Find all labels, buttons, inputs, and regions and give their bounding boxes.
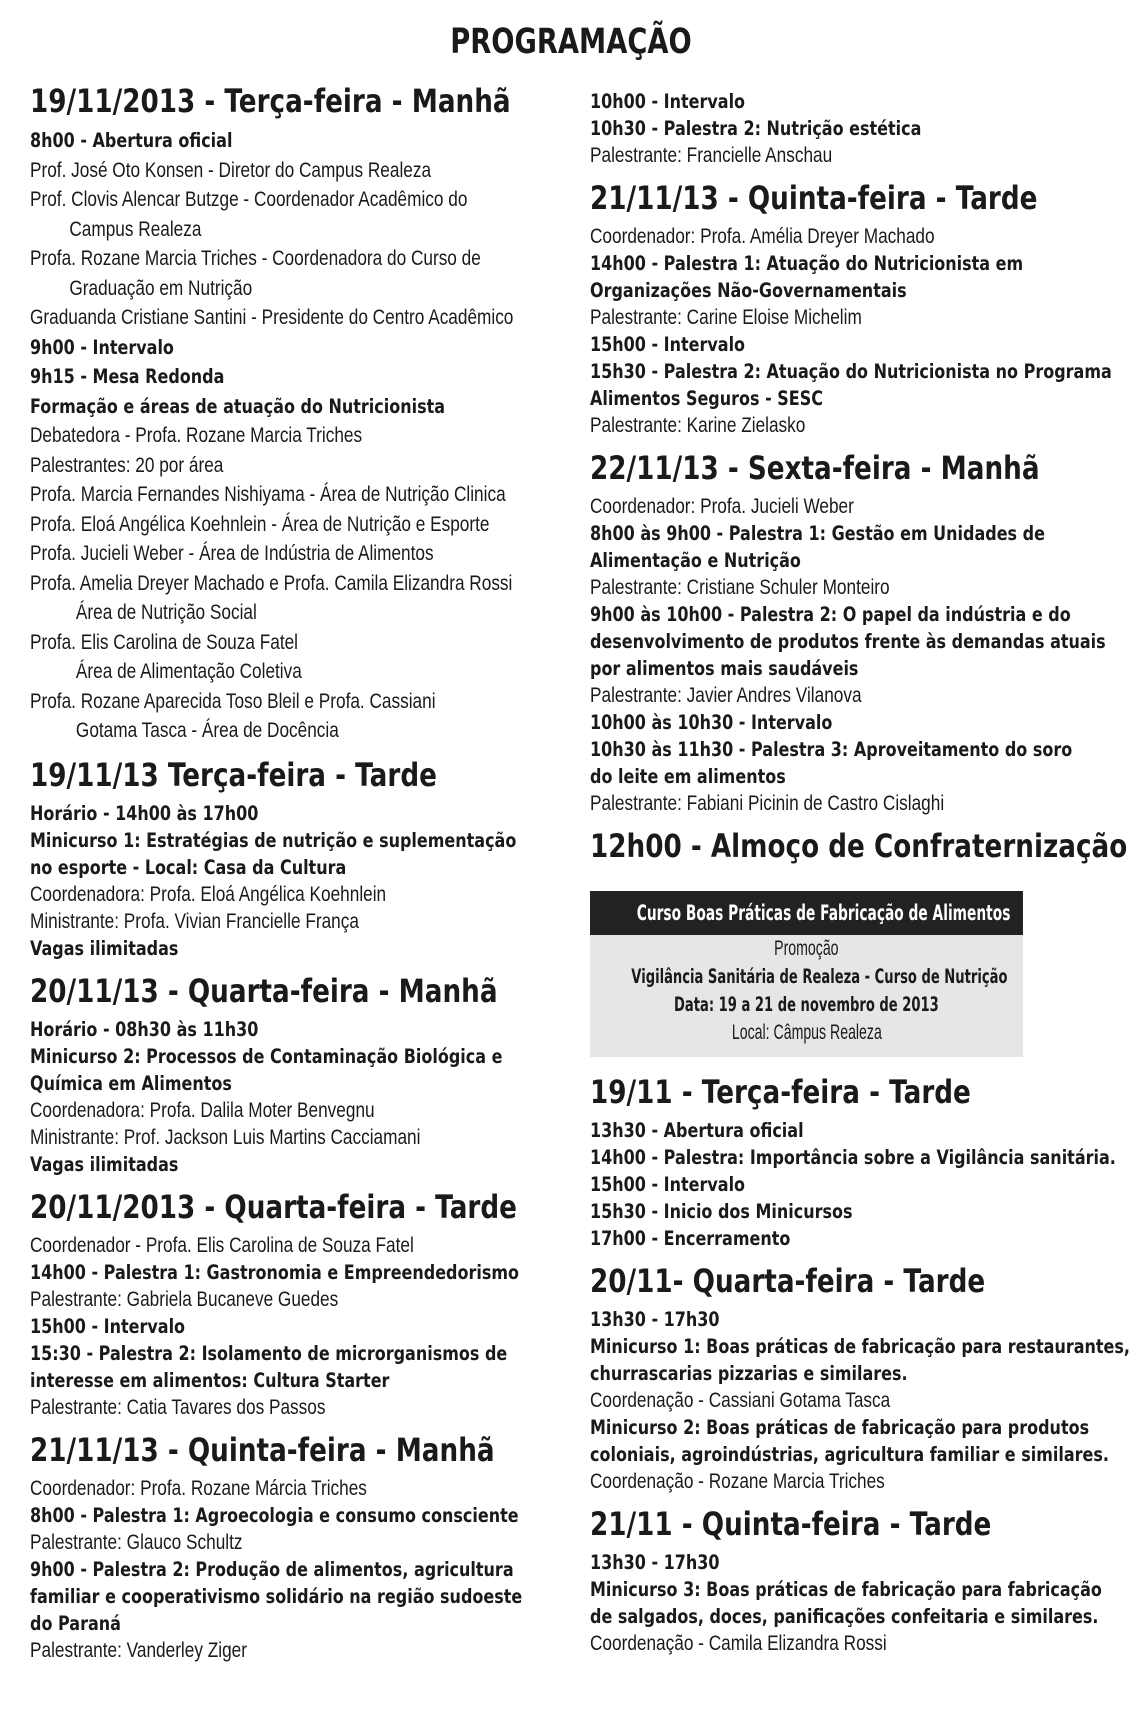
left-column-content (30, 82, 570, 1674)
schedule-detail: Profa. Eloá Angélica Koehnlein - Área de Nutrição e Esporte (30, 512, 490, 536)
section-gap (30, 1178, 570, 1188)
schedule-detail: Coordenador - Profa. Elis Carolina de Souza Fatel (30, 1233, 414, 1257)
schedule-detail: Coordenação - Cassiani Gotama Tasca (590, 1389, 891, 1412)
schedule-section (30, 756, 570, 962)
schedule-detail: Palestrantes: 20 por área (30, 453, 224, 477)
section-heading: 20/11/13 - Quarta-feira - Manhã (30, 971, 498, 1010)
section-gap (590, 439, 1120, 449)
schedule-section (30, 82, 570, 746)
schedule-detail: Palestrante: Glauco Schultz (30, 1530, 243, 1554)
schedule-item: 15h30 - Palestra 2: Atuação do Nutricionista no Programa (590, 360, 1112, 383)
schedule-detail: Palestrante: Catia Tavares dos Passos (30, 1395, 326, 1419)
schedule-item: Alimentos Seguros - SESC (590, 387, 823, 410)
schedule-detail: Graduanda Cristiane Santini - Presidente do Centro Acadêmico (30, 306, 514, 329)
schedule-item: Minicurso 3: Boas práticas de fabricação para fabricação (590, 1578, 1102, 1601)
promo-place-text: Local: Câmpus Realeza (731, 1021, 882, 1044)
schedule-detail: Palestrante: Fabiani Picinin de Castro Cislaghi (590, 792, 945, 815)
schedule-section (590, 88, 1120, 169)
schedule-item: Minicurso 1: Estratégias de nutrição e suplementação (30, 828, 517, 852)
schedule-detail: Ministrante: Prof. Jackson Luis Martins Cacciamani (30, 1125, 421, 1149)
schedule-item: familiar e cooperativismo solidário na região sudoeste (30, 1584, 523, 1608)
schedule-section (30, 1188, 570, 1421)
schedule-item: coloniais, agroindústrias, agricultura familiar e similares. (590, 1443, 1109, 1466)
schedule-item: Minicurso 2: Boas práticas de fabricação para produtos (590, 1416, 1090, 1439)
section-gap (590, 1657, 1120, 1667)
section-gap (590, 169, 1120, 179)
schedule-detail: Palestrante: Francielle Anschau (590, 144, 833, 167)
promo-place (590, 1019, 1023, 1047)
promo-date (590, 991, 1023, 1019)
schedule-section (590, 449, 1120, 817)
schedule-item: Formação e áreas de atuação do Nutricionista (30, 394, 446, 418)
schedule-item: Minicurso 2: Processos de Contaminação Biológica e (30, 1044, 503, 1068)
schedule-detail: Coordenadora: Profa. Dalila Moter Benvegnu (30, 1098, 375, 1122)
schedule-item: 13h30 - 17h30 (590, 1551, 720, 1574)
schedule-detail: Profa. Elis Carolina de Souza Fatel (30, 630, 299, 654)
schedule-detail: Debatedora - Profa. Rozane Marcia Triches (30, 424, 363, 447)
schedule-detail: Gotama Tasca - Área de Docência (75, 719, 339, 742)
section-heading: 12h00 - Almoço de Confraternização (590, 827, 1128, 865)
schedule-detail: Profa. Jucieli Weber - Área de Indústria de Alimentos (30, 542, 434, 565)
section-heading: 21/11/13 - Quinta-feira - Tarde (590, 179, 1038, 217)
schedule-item: 15h00 - Intervalo (590, 333, 746, 356)
schedule-detail: Área de Alimentação Coletiva (75, 660, 302, 683)
schedule-detail: Área de Nutrição Social (75, 601, 257, 624)
section-gap (590, 1252, 1120, 1262)
schedule-item: de salgados, doces, panificações confeitaria e similares. (590, 1605, 1099, 1628)
schedule-detail: Palestrante: Javier Andres Vilanova (590, 684, 862, 707)
schedule-section (30, 1431, 570, 1664)
schedule-section (590, 827, 1128, 865)
schedule-item: 15h30 - Inicio dos Minicursos (590, 1200, 853, 1223)
schedule-detail: Profa. Amelia Dreyer Machado e Profa. Camila Elizandra Rossi (30, 571, 513, 595)
schedule-item: Vagas ilimitadas (30, 936, 179, 960)
schedule-item: 13h30 - Abertura oficial (590, 1119, 804, 1142)
schedule-item: 15:30 - Palestra 2: Isolamento de microrganismos de (30, 1341, 508, 1365)
section-gap (30, 1664, 570, 1674)
schedule-item: 9h00 - Intervalo (30, 335, 174, 359)
schedule-item: Minicurso 1: Boas práticas de fabricação para restaurantes, (590, 1335, 1131, 1358)
promo-box (590, 891, 1023, 1057)
schedule-detail: Palestrante: Cristiane Schuler Monteiro (590, 576, 890, 599)
schedule-detail: Palestrante: Karine Zielasko (590, 414, 806, 437)
promo-header (590, 891, 1023, 935)
schedule-detail: Graduação em Nutrição (69, 276, 253, 300)
schedule-detail: Prof. Clovis Alencar Butzge - Coordenador Acadêmico do (30, 188, 468, 211)
schedule-item: 9h00 - Palestra 2: Produção de alimentos, agricultura (30, 1557, 514, 1581)
section-heading: 21/11/13 - Quinta-feira - Manhã (30, 1430, 495, 1469)
schedule-item: Alimentação e Nutrição (590, 549, 801, 572)
promo-label-text: Promoção (774, 937, 839, 960)
schedule-detail: Profa. Rozane Aparecida Toso Bleil e Profa. Cassiani (30, 689, 436, 713)
section-heading: 22/11/13 - Sexta-feira - Manhã (590, 449, 1040, 487)
promo-org-text: Vigilância Sanitária de Realeza - Curso de Nutrição (631, 965, 1008, 988)
schedule-detail: Coordenadora: Profa. Eloá Angélica Koehnlein (30, 882, 387, 906)
schedule-item: 8h00 - Abertura oficial (30, 129, 233, 152)
schedule-detail: Coordenação - Camila Elizandra Rossi (590, 1632, 887, 1655)
schedule-item: do Paraná (30, 1611, 121, 1635)
schedule-item: churrascarias pizzarias e similares. (590, 1362, 908, 1385)
schedule-detail: Coordenação - Rozane Marcia Triches (590, 1470, 885, 1493)
schedule-item: 8h00 às 9h00 - Palestra 1: Gestão em Unidades de (590, 522, 1045, 545)
schedule-item: 8h00 - Palestra 1: Agroecologia e consumo consciente (30, 1503, 519, 1527)
schedule-item: 17h00 - Encerramento (590, 1227, 791, 1250)
schedule-item: Vagas ilimitadas (30, 1152, 179, 1176)
section-gap (30, 746, 570, 756)
section-heading: 20/11- Quarta-feira - Tarde (590, 1262, 986, 1300)
schedule-detail: Palestrante: Carine Eloise Michelim (590, 306, 862, 329)
schedule-item: 15h00 - Intervalo (30, 1314, 186, 1338)
schedule-item: 9h00 às 10h00 - Palestra 2: O papel da indústria e do (590, 603, 1071, 626)
schedule-detail: Prof. José Oto Konsen - Diretor do Campus Realeza (30, 158, 432, 182)
section-gap (590, 871, 1120, 881)
schedule-detail: Coordenador: Profa. Amélia Dreyer Machado (590, 225, 935, 248)
section-heading: 20/11/2013 - Quarta-feira - Tarde (30, 1187, 517, 1226)
schedule-item: 10h30 às 11h30 - Palestra 3: Aproveitamento do soro (590, 738, 1073, 761)
schedule-section (590, 179, 1120, 439)
promo-date-text: Data: 19 a 21 de novembro de 2013 (674, 993, 939, 1016)
promo-header-text: Curso Boas Práticas de Fabricação de Alimentos (636, 901, 1011, 925)
section-heading: 19/11/2013 - Terça-feira - Manhã (30, 82, 511, 120)
promo-label (590, 935, 1023, 963)
schedule-item: interesse em alimentos: Cultura Starter (30, 1368, 390, 1392)
schedule-item: desenvolvimento de produtos frente às demandas atuais (590, 630, 1106, 653)
schedule-item: Organizações Não-Governamentais (590, 279, 907, 302)
schedule-detail: Palestrante: Vanderley Ziger (30, 1638, 247, 1662)
schedule-item: 10h00 - Intervalo (590, 90, 746, 113)
schedule-detail: Coordenador: Profa. Rozane Márcia Triches (30, 1476, 367, 1500)
schedule-item: do leite em alimentos (590, 765, 786, 788)
section-heading: 19/11/13 Terça-feira - Tarde (30, 755, 437, 794)
schedule-section (590, 1262, 1131, 1495)
schedule-item: 15h00 - Intervalo (590, 1173, 746, 1196)
schedule-item: 10h00 às 10h30 - Intervalo (590, 711, 833, 734)
schedule-detail: Profa. Marcia Fernandes Nishiyama - Área de Nutrição Clinica (30, 483, 506, 506)
section-gap (590, 1495, 1120, 1505)
schedule-item: 13h30 - 17h30 (590, 1308, 720, 1331)
left-column (30, 82, 570, 1674)
schedule-section (590, 1073, 1120, 1252)
schedule-detail: Coordenador: Profa. Jucieli Weber (590, 495, 854, 518)
page-title: PROGRAMAÇÃO (450, 22, 692, 62)
schedule-item: Horário - 08h30 às 11h30 (30, 1017, 259, 1041)
schedule-item: Horário - 14h00 às 17h00 (30, 801, 259, 825)
schedule-detail: Profa. Rozane Marcia Triches - Coordenadora do Curso de (30, 247, 481, 270)
schedule-detail: Palestrante: Gabriela Bucaneve Guedes (30, 1287, 339, 1311)
schedule-item: no esporte - Local: Casa da Cultura (30, 855, 347, 879)
schedule-section (590, 1505, 1120, 1657)
section-gap (30, 962, 570, 972)
schedule-detail: Campus Realeza (69, 217, 202, 241)
schedule-item: 14h00 - Palestra: Importância sobre a Vigilância sanitária. (590, 1146, 1116, 1169)
schedule-item: 14h00 - Palestra 1: Atuação do Nutricionista em (590, 252, 1024, 275)
schedule-item: 14h00 - Palestra 1: Gastronomia e Empreendedorismo (30, 1260, 520, 1284)
section-heading: 21/11 - Quinta-feira - Tarde (590, 1505, 992, 1543)
schedule-item: 9h15 - Mesa Redonda (30, 365, 225, 388)
section-heading: 19/11 - Terça-feira - Tarde (590, 1073, 971, 1111)
schedule-item: Química em Alimentos (30, 1071, 232, 1095)
schedule-detail: Ministrante: Profa. Vivian Francielle França (30, 909, 359, 933)
section-gap (30, 1421, 570, 1431)
right-column (590, 88, 1131, 1667)
schedule-section (30, 972, 570, 1178)
promo-org (590, 963, 1023, 991)
schedule-item: 10h30 - Palestra 2: Nutrição estética (590, 117, 922, 140)
section-gap (590, 817, 1120, 827)
right-column-content (590, 88, 1131, 1667)
schedule-item: por alimentos mais saudáveis (590, 657, 859, 680)
